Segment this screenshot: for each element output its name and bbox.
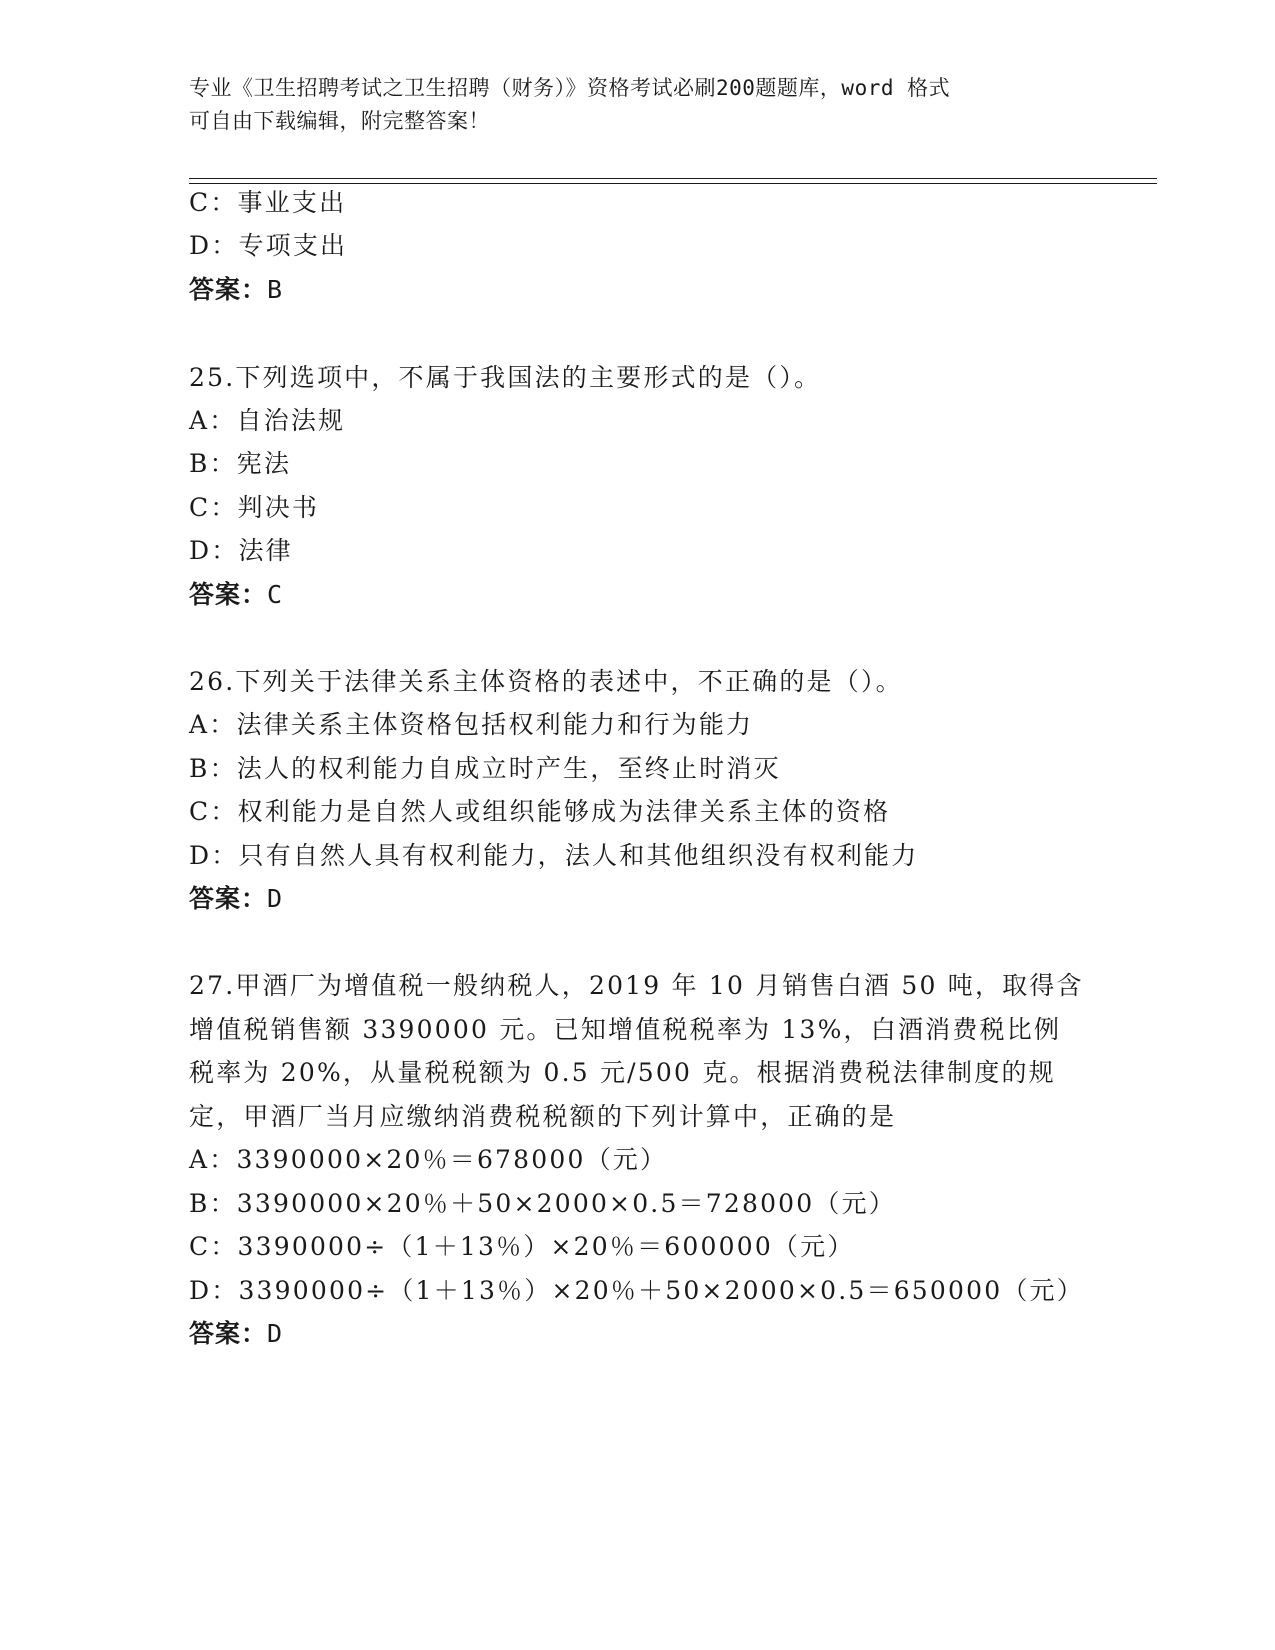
option-c: C：权利能力是自然人或组织能够成为法律关系主体的资格 [189, 797, 891, 826]
question-stem: 25.下列选项中，不属于我国法的主要形式的是（）。 [189, 363, 822, 392]
question-stem: 26.下列关于法律关系主体资格的表述中，不正确的是（）。 [189, 667, 903, 696]
header-divider-top [189, 178, 1157, 179]
header-title-line-1: 专业《卫生招聘考试之卫生招聘（财务）》资格考试必刷200题题库，word 格式 [189, 76, 951, 100]
option-c: C：事业支出 [189, 188, 347, 217]
question-stem-line-2: 增值税销售额 3390000 元。已知增值税税率为 13%，白酒消费税比例 [189, 1015, 1062, 1044]
option-a: A：自治法规 [189, 406, 346, 435]
answer-label: 答案： [189, 1319, 268, 1348]
option-b: B：3390000×20％＋50×2000×0.5＝728000（元） [189, 1189, 896, 1218]
question-stem-line-4: 定，甲酒厂当月应缴纳消费税税额的下列计算中，正确的是 [189, 1102, 897, 1131]
option-c: C：3390000÷（1＋13％）×20％＝600000（元） [189, 1232, 855, 1261]
option-d: D：法律 [189, 536, 293, 565]
option-d: D：专项支出 [189, 231, 348, 260]
option-b: B：宪法 [189, 449, 292, 478]
answer-line [189, 882, 283, 916]
option-c: C：判决书 [189, 493, 320, 522]
answer-value: D [267, 1319, 284, 1348]
option-d: D：3390000÷（1＋13％）×20％＋50×2000×0.5＝650000（元） [189, 1276, 1084, 1305]
answer-label: 答案： [189, 580, 268, 609]
header-divider-bottom [189, 183, 1157, 184]
document-header [189, 72, 1069, 138]
answer-label: 答案： [189, 884, 268, 913]
answer-value: D [267, 884, 284, 913]
option-d: D：只有自然人具有权利能力，法人和其他组织没有权利能力 [189, 841, 919, 870]
answer-line [189, 1317, 283, 1351]
question-stem-line-1: 27.甲酒厂为增值税一般纳税人，2019 年 10 月销售白酒 50 吨，取得含 [189, 971, 1084, 1000]
answer-value: B [267, 275, 284, 304]
option-b: B：法人的权利能力自成立时产生，至终止时消灭 [189, 754, 781, 783]
answer-label: 答案： [189, 275, 268, 304]
answer-value: C [267, 580, 284, 609]
option-a: A：法律关系主体资格包括权利能力和行为能力 [189, 710, 754, 739]
answer-line [189, 578, 283, 612]
answer-line [189, 273, 283, 307]
question-stem-line-3: 税率为 20%，从量税税额为 0.5 元/500 克。根据消费税法律制度的规 [189, 1058, 1056, 1087]
option-a: A：3390000×20％＝678000（元） [189, 1145, 668, 1174]
header-title-line-2: 可自由下载编辑，附完整答案！ [189, 109, 490, 133]
